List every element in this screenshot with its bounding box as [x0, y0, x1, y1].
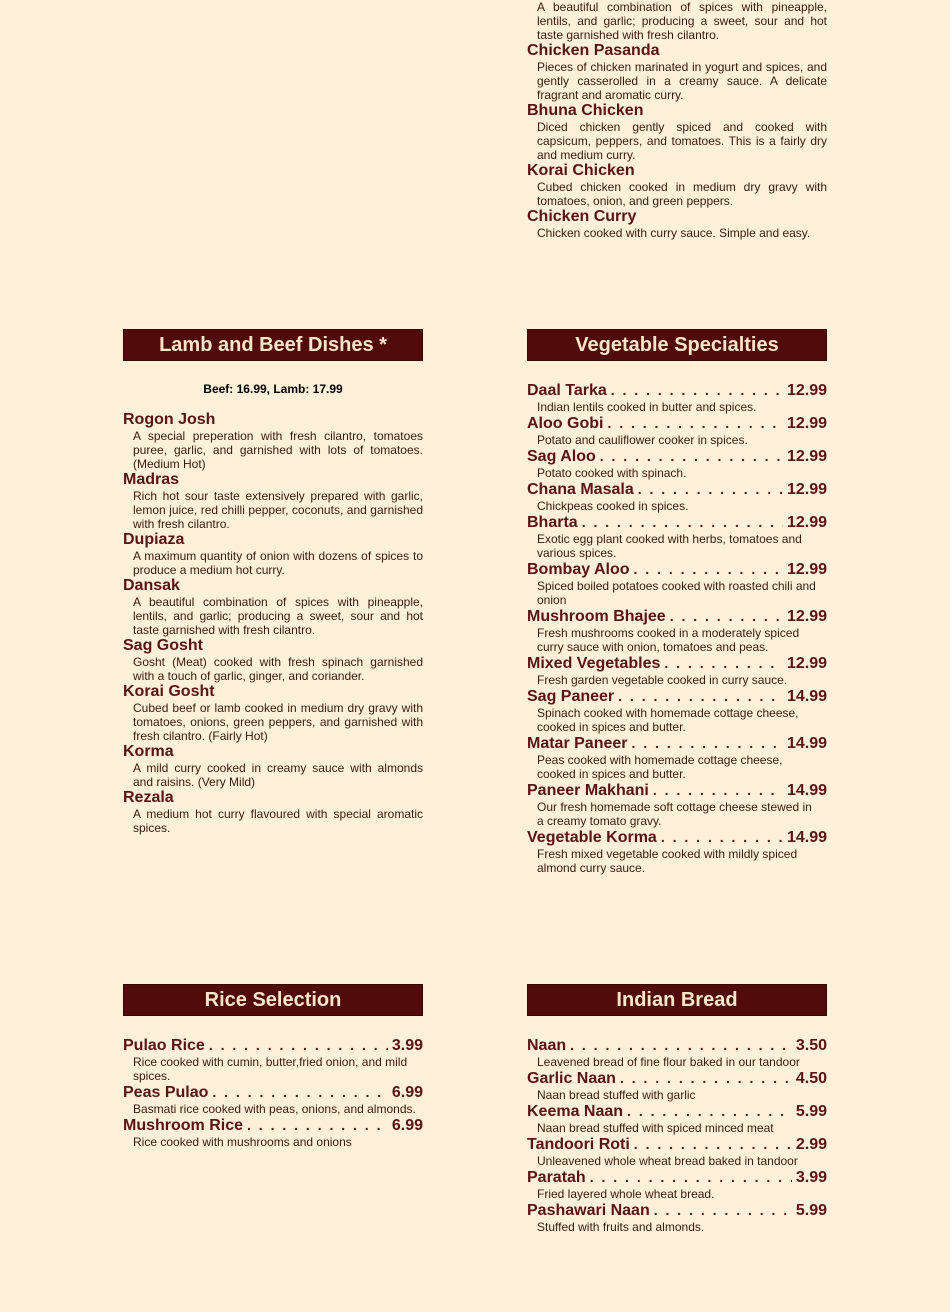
dish-description: A medium hot curry flavoured with special aromatic spices. [133, 807, 423, 835]
dish-name: Sag Paneer [527, 688, 615, 705]
dish-name: Paratah [527, 1169, 586, 1186]
dot-leader [611, 381, 783, 399]
dish-description: Diced chicken gently spiced and cooked with capsicum, peppers, and tomatoes. This is a fairly dry and medium curry. [537, 120, 827, 162]
menu-item [123, 411, 423, 471]
dish-description: Rice cooked with cumin, butter,fried onion, and mild spices. [133, 1055, 408, 1083]
dish-description: Rich hot sour taste extensively prepared with garlic, lemon juice, red chilli pepper, coconuts, and garnished with fresh cilantro. [133, 489, 423, 531]
dish-name: Paneer Makhani [527, 782, 649, 799]
menu-item [527, 162, 827, 208]
dot-leader [212, 1083, 387, 1101]
menu-item [527, 560, 827, 607]
dish-price: 12.99 [786, 561, 827, 578]
menu-item [527, 1102, 827, 1135]
dish-description: Cubed chicken cooked in medium dry gravy with tomatoes, onion, and green peppers. [537, 180, 827, 208]
dish-description: Leavened bread of fine flour baked in our tandoor [537, 1055, 800, 1069]
menu-item [123, 531, 423, 577]
chicken-dish-list [527, 42, 827, 240]
dot-leader [582, 513, 783, 531]
dish-price: 6.99 [391, 1117, 423, 1134]
vegetable-section [527, 329, 827, 875]
dish-description: Spiced boiled potatoes cooked with roasted chili and onion [537, 579, 816, 607]
dish-description: Fresh mushrooms cooked in a moderately spiced curry sauce with onion, tomatoes and peas. [537, 626, 800, 654]
dish-name: Sag Aloo [527, 448, 596, 465]
lamb-beef-prices: Beef: 16.99, Lamb: 17.99 [203, 382, 343, 396]
dish-price: 12.99 [786, 655, 827, 672]
menu-item [527, 828, 827, 875]
dish-price: 14.99 [786, 735, 827, 752]
menu-item [123, 683, 423, 743]
dot-leader [632, 734, 783, 752]
dish-price: 3.99 [795, 1169, 827, 1186]
lamb-dish-list [123, 411, 423, 835]
dish-name: Chicken Pasanda [527, 42, 660, 59]
menu-item [527, 480, 827, 513]
dot-leader [670, 607, 783, 625]
dish-price: 14.99 [786, 829, 827, 846]
menu-item [527, 381, 827, 414]
dish-description: Fresh mixed vegetable cooked with mildly spiced almond curry sauce. [537, 847, 798, 875]
dish-name: Korai Chicken [527, 162, 635, 179]
dish-name: Dupiaza [123, 531, 185, 548]
rice-section [123, 984, 423, 1149]
bread-section [527, 984, 827, 1234]
menu-item [527, 513, 827, 560]
menu-item [527, 734, 827, 781]
dish-price: 12.99 [786, 514, 827, 531]
dish-description: A mild curry cooked in creamy sauce with almonds and raisins. (Very Mild) [133, 761, 423, 789]
dish-price: 2.99 [795, 1136, 827, 1153]
dish-description: Gosht (Meat) cooked with fresh spinach garnished with a touch of garlic, ginger, and coriander. [133, 655, 423, 683]
dish-description: Peas cooked with homemade cottage cheese, cooked in spices and butter. [537, 753, 783, 781]
menu-item [527, 687, 827, 734]
dot-leader [620, 1069, 792, 1087]
dish-description: Potato cooked with spinach. [537, 466, 687, 480]
dish-description: Cubed beef or lamb cooked in medium dry gravy with tomatoes, onions, green peppers, and garnished with fresh cilantro. (Fairly Hot) [133, 701, 423, 743]
menu-item [527, 1135, 827, 1168]
dish-name: Mushroom Rice [123, 1117, 244, 1134]
dot-leader [654, 1201, 792, 1219]
section-header-bread: Indian Bread [527, 984, 827, 1016]
menu-item [527, 607, 827, 654]
menu-item [527, 1069, 827, 1102]
section-header-lamb-beef: Lamb and Beef Dishes * [123, 329, 423, 361]
dot-leader [627, 1102, 792, 1120]
menu-item [527, 414, 827, 447]
vegetable-dish-list [527, 381, 827, 875]
menu-item [527, 1036, 827, 1069]
dish-price: 14.99 [786, 782, 827, 799]
menu-item [527, 1168, 827, 1201]
dish-description: Unleavened whole wheat bread baked in tandoor [537, 1154, 798, 1168]
dish-price: 12.99 [786, 448, 827, 465]
dot-leader [664, 654, 783, 672]
menu-item [527, 42, 827, 102]
dot-leader [634, 1135, 792, 1153]
dish-price: 5.99 [795, 1202, 827, 1219]
dish-name: Mushroom Bhajee [527, 608, 666, 625]
dish-description: Exotic egg plant cooked with herbs, tomatoes and various spices. [537, 532, 802, 560]
dot-leader [653, 781, 783, 799]
dish-description: Potato and cauliflower cooker in spices. [537, 433, 748, 447]
dish-price: 3.99 [391, 1037, 423, 1054]
dish-name: Chana Masala [527, 481, 634, 498]
dish-price: 12.99 [786, 608, 827, 625]
menu-item [527, 1201, 827, 1234]
section-header-vegetable: Vegetable Specialties [527, 329, 827, 361]
dish-name: Bharta [527, 514, 578, 531]
menu-item [123, 637, 423, 683]
rice-dish-list [123, 1036, 423, 1149]
dot-leader [618, 687, 783, 705]
section-header-rice: Rice Selection [123, 984, 423, 1016]
dish-price: 3.50 [795, 1037, 827, 1054]
chicken-section-continued [527, 0, 827, 240]
dish-name: Tandoori Roti [527, 1136, 630, 1153]
dish-description: Fried layered whole wheat bread. [537, 1187, 715, 1201]
dish-name: Peas Pulao [123, 1084, 209, 1101]
dish-name: Pulao Rice [123, 1037, 205, 1054]
dish-name: Garlic Naan [527, 1070, 616, 1087]
dish-name: Dansak [123, 577, 180, 594]
menu-item [123, 789, 423, 835]
dish-name: Sag Gosht [123, 637, 204, 654]
dish-name: Naan [527, 1037, 567, 1054]
dish-price: 6.99 [391, 1084, 423, 1101]
dish-description: Chickpeas cooked in spices. [537, 499, 689, 513]
dish-description: Spinach cooked with homemade cottage cheese, cooked in spices and butter. [537, 706, 799, 734]
menu-item [527, 208, 827, 240]
dish-name: Rezala [123, 789, 174, 806]
dish-description: A maximum quantity of onion with dozens of spices to produce a medium hot curry. [133, 549, 423, 577]
dish-price: 12.99 [786, 481, 827, 498]
dish-name: Keema Naan [527, 1103, 624, 1120]
menu-item [123, 1083, 423, 1116]
menu-item [527, 654, 827, 687]
dish-name: Matar Paneer [527, 735, 628, 752]
dish-name: Daal Tarka [527, 382, 607, 399]
dish-name: Pashawari Naan [527, 1202, 650, 1219]
dot-leader [570, 1036, 792, 1054]
dish-name: Aloo Gobi [527, 415, 604, 432]
menu-item [123, 1116, 423, 1149]
dot-leader [634, 560, 783, 578]
dish-description: Naan bread stuffed with spiced minced meat [537, 1121, 774, 1135]
dish-price: 4.50 [795, 1070, 827, 1087]
dish-description: A beautiful combination of spices with pineapple, lentils, and garlic; producing a sweet, sour and hot taste garnished with fresh cilantro. [133, 595, 423, 637]
dot-leader [607, 414, 783, 432]
dish-price: 12.99 [786, 382, 827, 399]
dot-leader [209, 1036, 388, 1054]
dish-description: Fresh garden vegetable cooked in curry sauce. [537, 673, 788, 687]
lamb-beef-section [123, 329, 423, 835]
menu-item [527, 781, 827, 828]
dish-name: Chicken Curry [527, 208, 637, 225]
dish-description: Our fresh homemade soft cottage cheese stewed in a creamy tomato gravy. [537, 800, 812, 828]
menu-item [123, 577, 423, 637]
menu-item [527, 102, 827, 162]
dish-description: Pieces of chicken marinated in yogurt and spices, and gently casserolled in a creamy sauce. A delicate fragrant and aromatic curry. [537, 60, 827, 102]
dot-leader [638, 480, 783, 498]
dish-description: Stuffed with fruits and almonds. [537, 1220, 705, 1234]
dish-description: Indian lentils cooked in butter and spices. [537, 400, 757, 414]
dish-description: Naan bread stuffed with garlic [537, 1088, 696, 1102]
menu-item [123, 1036, 423, 1083]
dish-description: A special preperation with fresh cilantro, tomatoes puree, garlic, and garnished with lots of tomatoes. (Medium Hot) [133, 429, 423, 471]
bread-dish-list [527, 1036, 827, 1234]
dish-name: Korma [123, 743, 174, 760]
dish-price: 14.99 [786, 688, 827, 705]
dish-description: Basmati rice cooked with peas, onions, and almonds. [133, 1102, 416, 1116]
menu-item [123, 471, 423, 531]
menu-item [527, 447, 827, 480]
dish-name: Bhuna Chicken [527, 102, 644, 119]
dot-leader [247, 1116, 388, 1134]
dish-description: Rice cooked with mushrooms and onions [133, 1135, 352, 1149]
dot-leader [590, 1168, 792, 1186]
dot-leader [661, 828, 783, 846]
dot-leader [600, 447, 783, 465]
dish-name: Korai Gosht [123, 683, 215, 700]
dish-description: A beautiful combination of spices with pineapple, lentils, and garlic; producing a sweet, sour and hot taste garnished with fresh cilantro. [537, 0, 827, 42]
dish-name: Rogon Josh [123, 411, 216, 428]
menu-item [123, 743, 423, 789]
dish-name: Mixed Vegetables [527, 655, 661, 672]
dish-name: Bombay Aloo [527, 561, 630, 578]
dish-name: Madras [123, 471, 180, 488]
dish-description: Chicken cooked with curry sauce. Simple and easy. [537, 226, 811, 240]
dish-price: 12.99 [786, 415, 827, 432]
dish-price: 5.99 [795, 1103, 827, 1120]
dish-name: Vegetable Korma [527, 829, 657, 846]
